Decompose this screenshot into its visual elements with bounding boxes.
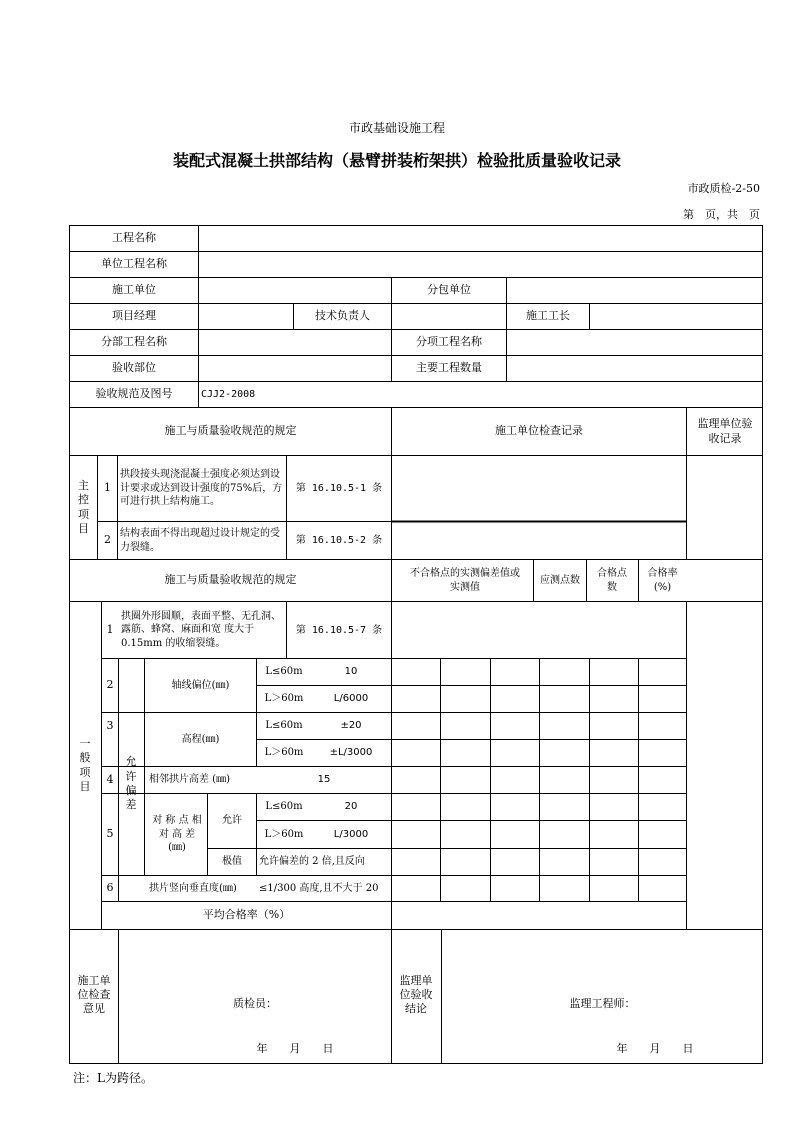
inspector-label: 质检员：: [233, 996, 277, 1010]
check-record-header: 施工单位检查记录: [495, 424, 583, 438]
general-item-2-val-1: 10: [344, 666, 358, 678]
main-item-1-no: 1: [104, 481, 111, 495]
main-item-1-text: 拱段接头现浇混凝土强度必须达到设计要求或达到设计强度的75%后，方可进行拱上结构施工。: [120, 469, 283, 508]
general-item-6-no: 6: [106, 881, 114, 895]
general-item-2-no: 2: [106, 678, 114, 692]
division-name-label: 分部工程名称: [101, 335, 167, 349]
general-item-5-name: 对 称 点 相 对 高 差(㎜): [152, 815, 202, 854]
general-item-5-extreme-val: 允许偏差的 2 倍,且反向: [259, 856, 365, 868]
project-manager-label: 项目经理: [112, 309, 156, 323]
main-items-label: 主控项目: [78, 478, 89, 535]
foreman-label: 施工工长: [526, 309, 570, 323]
deviation-header: 不合格点的实测偏差值或实测值: [410, 568, 520, 593]
supervisor-engineer-label: 监理工程师：: [569, 996, 636, 1010]
general-item-4-val: 15: [317, 774, 331, 786]
average-pass-rate-label: 平均合格率（%）: [202, 908, 291, 922]
main-item-2-ref: 第 16.10.5-2 条: [295, 535, 383, 546]
construction-opinion-label: 施工单位检查意见: [77, 973, 111, 1016]
general-item-5-allow: 允许: [222, 815, 242, 827]
inspection-area-label: 验收部位: [112, 361, 156, 375]
spec-value: CJJ2-2008: [201, 389, 256, 400]
unit-project-name-label: 单位工程名称: [101, 257, 167, 271]
project-name-label: 工程名称: [112, 231, 156, 245]
general-item-3-val-1: ±20: [340, 720, 362, 732]
tech-lead-label: 技术负责人: [315, 309, 370, 323]
general-item-5-extreme: 极值: [222, 856, 242, 868]
general-item-1-no: 1: [106, 622, 114, 636]
form-code: 市政质检-2-50: [687, 182, 760, 195]
general-item-2-cond-2: L＞60m: [264, 693, 304, 705]
general-item-3-val-2: ±L/3000: [329, 747, 373, 759]
general-item-2-val-2: L/6000: [333, 693, 369, 705]
footnote: 注：L为跨径。: [73, 1071, 153, 1085]
pass-rate-header: 合格率(%): [647, 568, 678, 593]
general-item-5-no: 5: [106, 827, 114, 841]
subitem-name-label: 分项工程名称: [416, 335, 482, 349]
general-item-1-ref: 第 16.10.5-7 条: [295, 624, 383, 636]
general-item-4-name: 相邻拱片高差 (㎜): [149, 774, 230, 786]
general-item-4-no: 4: [106, 772, 114, 786]
rules-header-2: 施工与质量验收规范的规定: [164, 573, 297, 587]
general-item-5-val-2: L/3000: [333, 828, 369, 840]
page-title: 装配式混凝土拱部结构（悬臂拼装桁架拱）检验批质量验收记录: [172, 151, 621, 170]
general-item-6-val: ≤1/300 高度,且不大于 20: [259, 882, 379, 894]
should-points-header: 应测点数: [540, 574, 580, 586]
construction-date: 年 月 日: [256, 1041, 334, 1055]
subcontract-unit-label: 分包单位: [427, 283, 471, 297]
general-item-2-cond-1: L≤60m: [265, 666, 303, 678]
pass-points-header: 合格点数: [597, 568, 627, 593]
category-header: 市政基础设施工程: [348, 121, 445, 135]
construction-unit-label: 施工单位: [112, 283, 156, 297]
supervisor-record-header: 监理单位验收记录: [697, 417, 753, 445]
main-item-1-ref: 第 16.10.5-1 条: [295, 483, 383, 494]
general-item-1-text: 拱圈外形圆顺，表面平整、无孔洞、露筋、蜂窝、麻面和宽 度大于 0.15mm 的收缩裂缝。: [121, 610, 281, 649]
general-item-3-no: 3: [106, 718, 114, 732]
supervision-conclusion-label: 监理单位验收结论: [399, 973, 433, 1016]
general-item-3-cond-1: L≤60m: [265, 720, 303, 732]
general-item-3-cond-2: L＞60m: [264, 747, 304, 759]
general-item-3-name: 高程(㎜): [181, 733, 220, 745]
main-item-2-text: 结构表面不得出现超过设计规定的受力裂缝。: [120, 528, 280, 553]
general-item-2-name: 轴线偏位(㎜): [171, 679, 230, 691]
general-item-6-name: 拱片竖向垂直度(㎜): [149, 882, 237, 894]
general-item-5-val-1: 20: [344, 801, 358, 813]
rules-header: 施工与质量验收规范的规定: [164, 424, 297, 438]
spec-label: 验收规范及图号: [95, 387, 173, 401]
general-item-5-cond-2: L＞60m: [264, 828, 304, 840]
page-counter: 第 页，共 页: [683, 208, 760, 221]
supervision-date: 年 月 日: [616, 1041, 694, 1055]
main-quantity-label: 主要工程数量: [416, 361, 482, 375]
general-items-label: 一般项目: [79, 736, 91, 793]
main-item-2-no: 2: [104, 533, 111, 547]
allow-deviation-label: 允许偏差: [125, 755, 137, 812]
project-name-value[interactable]: [199, 226, 762, 251]
general-item-5-cond-1: L≤60m: [265, 801, 303, 813]
